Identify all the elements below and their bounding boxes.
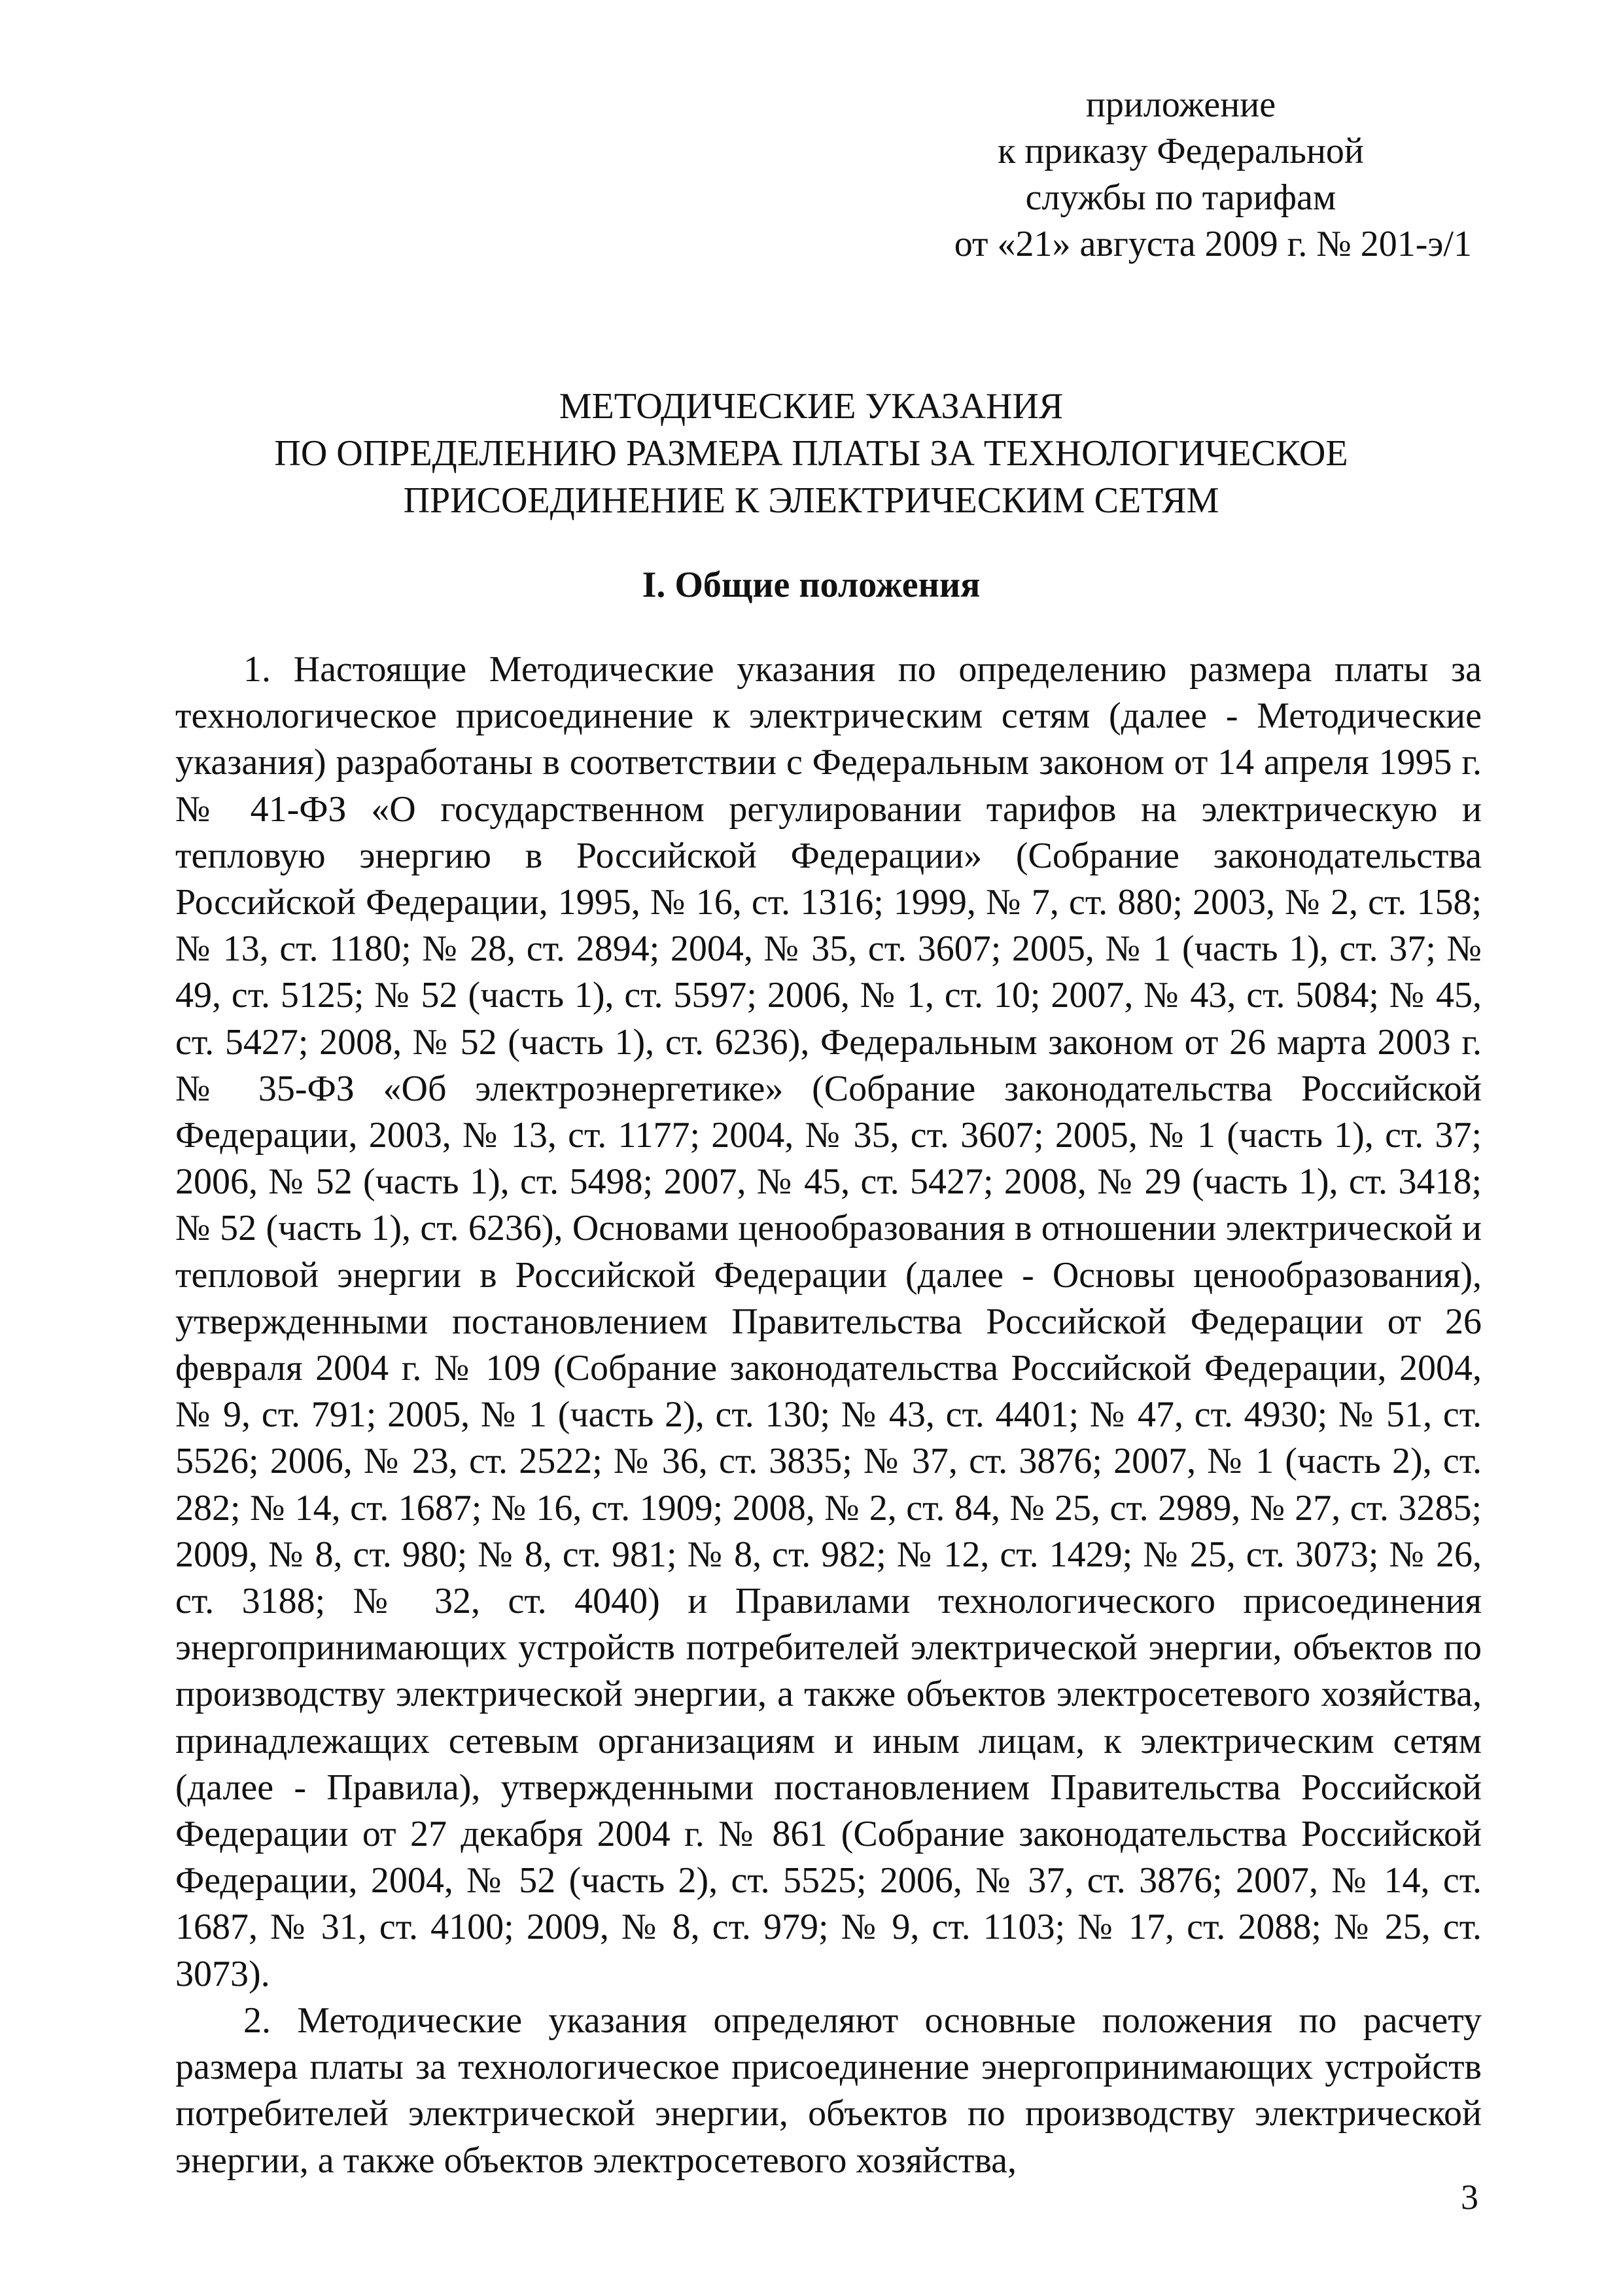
appendix-block: [870, 82, 1492, 268]
title-line-2: ПО ОПРЕДЕЛЕНИЮ РАЗМЕРА ПЛАТЫ ЗА ТЕХНОЛОГИЧЕСКОЕ: [274, 433, 1348, 474]
appendix-line-3: службы по тарифам: [1025, 177, 1336, 218]
title-line-1: МЕТОДИЧЕСКИЕ УКАЗАНИЯ: [559, 386, 1064, 427]
appendix-line-2: к приказу Федеральной: [998, 131, 1364, 171]
document-body: [175, 646, 1482, 2184]
page-number: 3: [1461, 2178, 1478, 2217]
appendix-order-date: от «21» августа 2009 г. № 201-э/1: [954, 224, 1472, 264]
document-title: [170, 383, 1452, 524]
appendix-line-1: приложение: [1085, 84, 1276, 125]
paragraph-1: 1. Настоящие Методические указания по определению размера платы за технологическое присоединение к электрическим сетям (далее - Методические указания) разработаны в соответствии с Федеральным законом от 14 апреля 1995 г. № 41-ФЗ «О государственном регулировании тарифов на электрическую и тепловую энергию в Российской Федерации» (Собрание законодательства Российской Федерации, 1995, № 16, ст. 1316; 1999, № 7, ст. 880; 2003, № 2, ст. 158; № 13, ст. 1180; № 28, ст. 2894; 2004, № 35, ст. 3607; 2005, № 1 (часть 1), ст. 37; № 49, ст. 5125; № 52 (часть 1), ст. 5597; 2006, № 1, ст. 10; 2007, № 43, ст. 5084; № 45, ст. 5427; 2008, № 52 (часть 1), ст. 6236), Федеральным законом от 26 марта 2003 г. № 35-ФЗ «Об электроэнергетике» (Собрание законодательства Российской Федерации, 2003, № 13, ст. 1177; 2004, № 35, ст. 3607; 2005, № 1 (часть 1), ст. 37; 2006, № 52 (часть 1), ст. 5498; 2007, № 45, ст. 5427; 2008, № 29 (часть 1), ст. 3418; № 52 (часть 1), ст. 6236), Основами ценообразования в отношении электрической и тепловой энергии в Российской Федерации (далее - Основы ценообразования), утвержденными постановлением Правительства Российской Федерации от 26 февраля 2004 г. № 109 (Собрание законодательства Российской Федерации, 2004, № 9, ст. 791; 2005, № 1 (часть 2), ст. 130; № 43, ст. 4401; № 47, ст. 4930; № 51, ст. 5526; 2006, № 23, ст. 2522; № 36, ст. 3835; № 37, ст. 3876; 2007, № 1 (часть 2), ст. 282; № 14, ст. 1687; № 16, ст. 1909; 2008, № 2, ст. 84, № 25, ст. 2989, № 27, ст. 3285; 2009, № 8, ст. 980; № 8, ст. 981; № 8, ст. 982; № 12, ст. 1429; № 25, ст. 3073; № 26, ст. 3188; № 32, ст. 4040) и Правилами технологического присоединения энергопринимающих устройств потребителей электрической энергии, объектов по производству электрической энергии, а также объектов электросетевого хозяйства, принадлежащих сетевым организациям и иным лицам, к электрическим сетям (далее - Правила), утвержденными постановлением Правительства Российской Федерации от 27 декабря 2004 г. № 861 (Собрание законодательства Российской Федерации, 2004, № 52 (часть 2), ст. 5525; 2006, № 37, ст. 3876; 2007, № 14, ст. 1687, № 31, ст. 4100; 2009, № 8, ст. 979; № 9, ст. 1103; № 17, ст. 2088; № 25, ст. 3073).: [175, 649, 1482, 1994]
paragraph-2: 2. Методические указания определяют основные положения по расчету размера платы за технологическое присоединение энергопринимающих устройств потребителей электрической энергии, объектов по производству электрической энергии, а также объектов электросетевого хозяйства,: [175, 2000, 1482, 2181]
section-heading: I. Общие положения: [642, 565, 981, 605]
title-line-3: ПРИСОЕДИНЕНИЕ К ЭЛЕКТРИЧЕСКИМ СЕТЯМ: [403, 480, 1219, 521]
